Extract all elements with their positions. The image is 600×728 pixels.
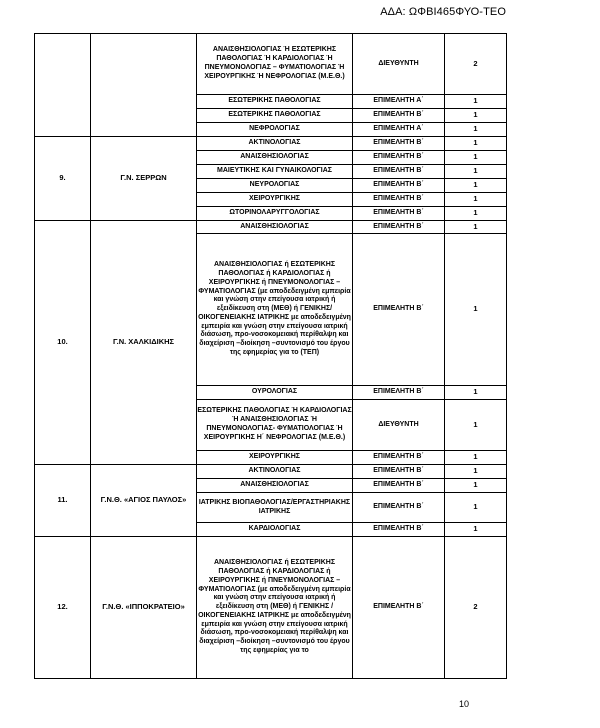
position-cell: ΕΠΙΜΕΛΗΤΗ Β΄ [353,386,445,400]
position-cell: ΕΠΙΜΕΛΗΤΗ Β΄ [353,151,445,165]
count-cell: 1 [445,234,507,386]
count-cell: 1 [445,479,507,493]
count-cell: 1 [445,221,507,234]
count-cell: 1 [445,95,507,109]
position-cell: ΕΠΙΜΕΛΗΤΗ Β΄ [353,109,445,123]
count-cell: 1 [445,465,507,479]
count-cell: 1 [445,207,507,221]
position-cell: ΕΠΙΜΕΛΗΤΗ Β΄ [353,221,445,234]
position-cell: ΕΠΙΜΕΛΗΤΗ Β΄ [353,479,445,493]
count-cell: 1 [445,109,507,123]
row-number-cell [35,34,91,137]
hospital-cell: Γ.Ν.Θ. «ΑΓΙΟΣ ΠΑΥΛΟΣ» [91,465,197,537]
count-cell: 2 [445,537,507,679]
position-cell: ΔΙΕΥΘΥΝΤΗ [353,34,445,95]
position-cell: ΕΠΙΜΕΛΗΤΗ Α΄ [353,95,445,109]
count-cell: 1 [445,451,507,465]
table-row [35,537,507,679]
count-cell: 1 [445,400,507,451]
row-number-cell: 11. [35,465,91,537]
specialty-cell: ΝΕΦΡΟΛΟΓΙΑΣ [197,123,353,137]
count-cell: 1 [445,151,507,165]
specialty-cell: ΑΝΑΙΣΘΗΣΙΟΛΟΓΙΑΣ [197,151,353,165]
specialty-cell: ΕΣΩΤΕΡΙΚΗΣ ΠΑΘΟΛΟΓΙΑΣ Ή ΚΑΡΔΙΟΛΟΓΙΑΣ Ή ΑΝΑΙΣΘΗΣΙΟΛΟΓΙΑΣ Ή ΠΝΕΥΜΟΝΟΛΟΓΙΑΣ- ΦΥΜΑΤΙΟΛΟΓΙΑΣ Ή ΧΕΙΡΟΥΡΓΙΚΗΣ Η΄ ΝΕΦΡΟΛΟΓΙΑΣ (Μ.Ε.Θ.) [197,400,353,451]
position-cell: ΕΠΙΜΕΛΗΤΗ Β΄ [353,537,445,679]
specialty-cell: ΚΑΡΔΙΟΛΟΓΙΑΣ [197,523,353,537]
count-cell: 1 [445,493,507,523]
specialty-cell: ΑΚΤΙΝΟΛΟΓΙΑΣ [197,465,353,479]
count-cell: 1 [445,179,507,193]
table-row [35,137,507,151]
specialty-cell: ΙΑΤΡΙΚΗΣ ΒΙΟΠΑΘΟΛΟΓΙΑΣ/ΕΡΓΑΣΤΗΡΙΑΚΗΣ ΙΑΤΡΙΚΗΣ [197,493,353,523]
position-cell: ΕΠΙΜΕΛΗΤΗ Β΄ [353,179,445,193]
row-number-cell: 10. [35,221,91,465]
hospital-cell: Γ.Ν. ΧΑΛΚΙΔΙΚΗΣ [91,221,197,465]
position-cell: ΕΠΙΜΕΛΗΤΗ Β΄ [353,465,445,479]
position-cell: ΕΠΙΜΕΛΗΤΗ Β΄ [353,493,445,523]
specialty-cell: ΑΚΤΙΝΟΛΟΓΙΑΣ [197,137,353,151]
position-cell: ΕΠΙΜΕΛΗΤΗ Β΄ [353,137,445,151]
position-cell: ΔΙΕΥΘΥΝΤΗ [353,400,445,451]
specialty-cell: ΑΝΑΙΣΘΗΣΙΟΛΟΓΙΑΣ ή ΕΣΩΤΕΡΙΚΗΣ ΠΑΘΟΛΟΓΙΑΣ ή ΚΑΡΔΙΟΛΟΓΙΑΣ ή ΧΕΙΡΟΥΡΓΙΚΗΣ ή ΠΝΕΥΜΟΝΟΛΟΓΙΑΣ – ΦΥΜΑΤΙΟΛΟΓΙΑΣ (με αποδεδειγμένη εμπειρία και γνώση στην επείγουσα ιατρική ή εξειδίκευση στη (ΜΕΘ) ή ΓΕΝΙΚΗΣ/ΟΙΚΟΓΕΝΕΙΑΚΗΣ ΙΑΤΡΙΚΗΣ με αποδεδειγμένη εμπειρία και γνώση στην επείγουσα ιατρική διάσωση, προ-νοσοκομειακή περίθαλψη και διαχείριση –διοίκηση –συντονισμό του έργου της εφημερίας για το (ΤΕΠ) [197,234,353,386]
specialty-cell: ΧΕΙΡΟΥΡΓΙΚΗΣ [197,451,353,465]
row-number-cell: 12. [35,537,91,679]
position-cell: ΕΠΙΜΕΛΗΤΗ Β΄ [353,165,445,179]
specialty-cell: ΑΝΑΙΣΘΗΣΙΟΛΟΓΙΑΣ [197,479,353,493]
table-row [35,34,507,95]
position-cell: ΕΠΙΜΕΛΗΤΗ Β΄ [353,451,445,465]
count-cell: 1 [445,165,507,179]
specialty-cell: ΕΣΩΤΕΡΙΚΗΣ ΠΑΘΟΛΟΓΙΑΣ [197,95,353,109]
table-row [35,465,507,479]
position-cell: ΕΠΙΜΕΛΗΤΗ Β΄ [353,523,445,537]
hospital-cell: Γ.Ν.Θ. «ΙΠΠΟΚΡΑΤΕΙΟ» [91,537,197,679]
specialty-cell: ΧΕΙΡΟΥΡΓΙΚΗΣ [197,193,353,207]
specialty-cell: ΩΤΟΡΙΝΟΛΑΡΥΓΓΟΛΟΓΙΑΣ [197,207,353,221]
positions-table [34,33,507,679]
count-cell: 1 [445,386,507,400]
count-cell: 1 [445,523,507,537]
hospital-cell [91,34,197,137]
count-cell: 1 [445,137,507,151]
table-row [35,221,507,234]
position-cell: ΕΠΙΜΕΛΗΤΗ Β΄ [353,207,445,221]
ada-header: ΑΔΑ: ΩΦΒΙ465ΦΥΟ-ΤΕΟ [380,6,506,18]
position-cell: ΕΠΙΜΕΛΗΤΗ Α΄ [353,123,445,137]
specialty-cell: ΜΑΙΕΥΤΙΚΗΣ ΚΑΙ ΓΥΝΑΙΚΟΛΟΓΙΑΣ [197,165,353,179]
specialty-cell: ΟΥΡΟΛΟΓΙΑΣ [197,386,353,400]
specialty-cell: ΑΝΑΙΣΘΗΣΙΟΛΟΓΙΑΣ [197,221,353,234]
specialty-cell: ΑΝΑΙΣΘΗΣΙΟΛΟΓΙΑΣ ή ΕΣΩΤΕΡΙΚΗΣ ΠΑΘΟΛΟΓΙΑΣ ή ΚΑΡΔΙΟΛΟΓΙΑΣ ή ΧΕΙΡΟΥΡΓΙΚΗΣ ή ΠΝΕΥΜΟΝΟΛΟΓΙΑΣ – ΦΥΜΑΤΙΟΛΟΓΙΑΣ (με αποδεδειγμένη εμπειρία και γνώση στην επείγουσα ιατρική ή εξειδίκευση στη (ΜΕΘ) ή ΓΕΝΙΚΗΣ / ΟΙΚΟΓΕΝΕΙΑΚΗΣ ΙΑΤΡΙΚΗΣ με αποδεδειγμένη εμπειρία και γνώση στην επείγουσα ιατρική διάσωση, προ-νοσοκομειακή περίθαλψη και διαχείριση –διοίκηση –συντονισμό του έργου της εφημερίας για το [197,537,353,679]
position-cell: ΕΠΙΜΕΛΗΤΗ Β΄ [353,193,445,207]
specialty-cell: ΝΕΥΡΟΛΟΓΙΑΣ [197,179,353,193]
count-cell: 1 [445,123,507,137]
specialty-cell: ΕΣΩΤΕΡΙΚΗΣ ΠΑΘΟΛΟΓΙΑΣ [197,109,353,123]
count-cell: 1 [445,193,507,207]
position-cell: ΕΠΙΜΕΛΗΤΗ Β΄ [353,234,445,386]
specialty-cell: ΑΝΑΙΣΘΗΣΙΟΛΟΓΙΑΣ Ή ΕΣΩΤΕΡΙΚΗΣ ΠΑΘΟΛΟΓΙΑΣ Ή ΚΑΡΔΙΟΛΟΓΙΑΣ Ή ΠΝΕΥΜΟΝΟΛΟΓΙΑΣ – ΦΥΜΑΤΙΟΛΟΓΙΑΣ Ή ΧΕΙΡΟΥΡΓΙΚΗΣ Ή ΝΕΦΡΟΛΟΓΙΑΣ (Μ.Ε.Θ.) [197,34,353,95]
hospital-cell: Γ.Ν. ΣΕΡΡΩΝ [91,137,197,221]
row-number-cell: 9. [35,137,91,221]
count-cell: 2 [445,34,507,95]
page-number: 10 [459,699,470,709]
